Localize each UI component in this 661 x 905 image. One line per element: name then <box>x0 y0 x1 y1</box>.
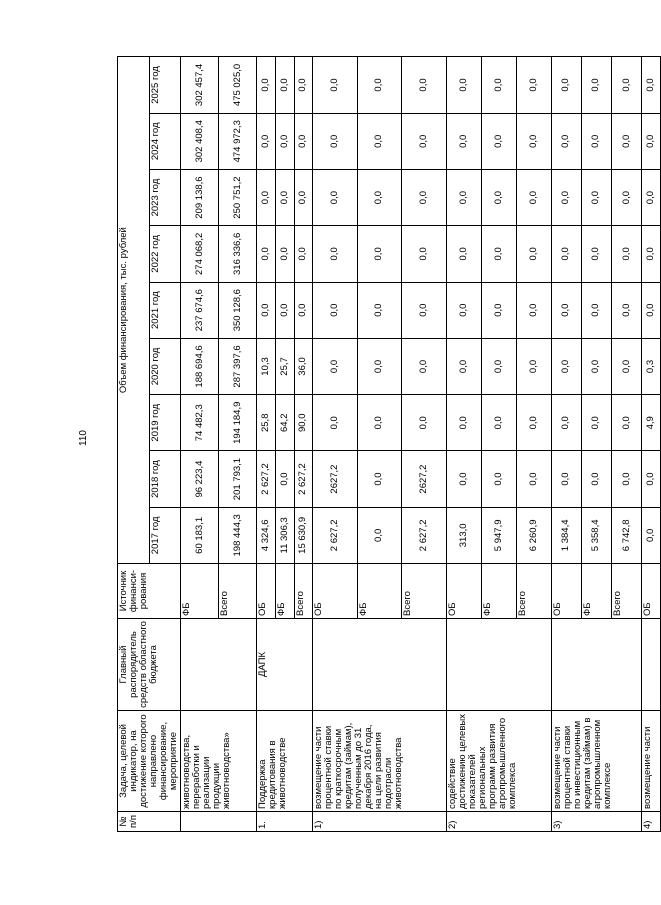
cell-value: 0,0 <box>446 395 481 451</box>
cell-value: 0,0 <box>257 226 276 282</box>
cell-value: 0,0 <box>275 226 294 282</box>
cell-value: 0,0 <box>612 113 642 169</box>
cell-value: 6 742,8 <box>612 507 642 563</box>
cell-admin <box>313 619 447 711</box>
cell-value: 0,0 <box>516 451 551 507</box>
cell-value: 0,0 <box>612 169 642 225</box>
cell-value: 0,0 <box>294 169 313 225</box>
cell-value: 350 128,6 <box>219 282 257 338</box>
cell-value: 0,0 <box>357 395 402 451</box>
header-year-4: 2021 год <box>149 282 181 338</box>
cell-value: 0,0 <box>257 169 276 225</box>
cell-value: 0,0 <box>581 226 611 282</box>
cell-value: 0,0 <box>481 451 516 507</box>
cell-value: 0,0 <box>446 451 481 507</box>
cell-source: ФБ <box>481 564 516 619</box>
cell-source: ФБ <box>357 564 402 619</box>
cell-value: 0,0 <box>612 282 642 338</box>
cell-value: 0,0 <box>446 282 481 338</box>
header-no: № п/п <box>118 812 181 832</box>
cell-no: 1. <box>257 812 313 832</box>
cell-value: 0,0 <box>612 57 642 113</box>
cell-value: 90,0 <box>294 395 313 451</box>
cell-admin <box>181 619 257 711</box>
cell-value: 2 627,2 <box>294 451 313 507</box>
cell-value: 0,0 <box>357 507 402 563</box>
cell-value: 0,0 <box>581 169 611 225</box>
cell-value: 2627,2 <box>402 451 447 507</box>
cell-value: 0,0 <box>642 113 661 169</box>
cell-no: 3) <box>551 812 642 832</box>
header-year-3: 2020 год <box>149 338 181 394</box>
header-year-6: 2023 год <box>149 169 181 225</box>
cell-value: 74 482,3 <box>181 395 219 451</box>
cell-value: 0,0 <box>551 451 581 507</box>
cell-value: 0,0 <box>642 57 661 113</box>
cell-value: 0,0 <box>551 395 581 451</box>
header-year-2: 2019 год <box>149 395 181 451</box>
cell-value: 6 260,9 <box>516 507 551 563</box>
cell-value: 0,0 <box>294 226 313 282</box>
cell-value: 0,0 <box>275 282 294 338</box>
cell-value: 0,0 <box>446 57 481 113</box>
cell-value: 0,0 <box>581 282 611 338</box>
cell-value: 0,0 <box>516 282 551 338</box>
cell-value: 0,0 <box>402 169 447 225</box>
cell-value: 0,0 <box>516 338 551 394</box>
cell-value: 96 223,4 <box>181 451 219 507</box>
cell-value: 25,7 <box>275 338 294 394</box>
cell-value: 0,0 <box>551 338 581 394</box>
cell-task: животноводства, переработки и реализации продукции животноводства» <box>181 711 257 812</box>
cell-value: 194 184,9 <box>219 395 257 451</box>
cell-source: ОБ <box>446 564 481 619</box>
cell-source: Всего <box>402 564 447 619</box>
cell-admin <box>446 619 551 711</box>
cell-source: ОБ <box>551 564 581 619</box>
cell-value: 0,0 <box>481 169 516 225</box>
cell-value: 474 972,3 <box>219 113 257 169</box>
cell-value: 0,0 <box>257 57 276 113</box>
cell-value: 0,0 <box>551 169 581 225</box>
cell-value: 0,0 <box>642 226 661 282</box>
cell-value: 25,8 <box>257 395 276 451</box>
cell-value: 0,0 <box>402 338 447 394</box>
cell-value: 0,0 <box>357 57 402 113</box>
cell-value: 2627,2 <box>313 451 358 507</box>
cell-no <box>181 812 257 832</box>
cell-value: 0,0 <box>446 169 481 225</box>
cell-value: 0,0 <box>481 226 516 282</box>
cell-value: 0,0 <box>642 451 661 507</box>
cell-value: 4 324,6 <box>257 507 276 563</box>
cell-value: 0,0 <box>581 338 611 394</box>
cell-value: 316 336,6 <box>219 226 257 282</box>
cell-value: 0,0 <box>275 451 294 507</box>
cell-value: 250 751,2 <box>219 169 257 225</box>
cell-value: 0,0 <box>516 226 551 282</box>
cell-value: 0,0 <box>313 57 358 113</box>
cell-value: 0,0 <box>313 113 358 169</box>
cell-task: Поддержка кредитования в животноводстве <box>257 711 313 812</box>
cell-no: 2) <box>446 812 551 832</box>
cell-value: 201 793,1 <box>219 451 257 507</box>
cell-value: 0,0 <box>357 113 402 169</box>
header-volume: Объем финансирования, тыс. рублей <box>118 57 150 564</box>
cell-source: Всего <box>219 564 257 619</box>
cell-value: 0,0 <box>313 395 358 451</box>
cell-value: 0,0 <box>642 169 661 225</box>
cell-value: 475 025,0 <box>219 57 257 113</box>
cell-value: 209 138,6 <box>181 169 219 225</box>
cell-value: 10,3 <box>257 338 276 394</box>
cell-value: 0,0 <box>516 113 551 169</box>
table-row <box>313 57 358 832</box>
cell-value: 0,0 <box>612 338 642 394</box>
cell-no: 1) <box>313 812 447 832</box>
cell-value: 0,0 <box>446 226 481 282</box>
cell-admin: ДАПК <box>257 619 313 711</box>
table-body <box>181 57 661 832</box>
cell-value: 0,0 <box>294 113 313 169</box>
cell-value: 0,0 <box>581 451 611 507</box>
cell-source: ОБ <box>642 564 661 619</box>
cell-value: 0,0 <box>481 282 516 338</box>
table-row <box>446 57 481 832</box>
cell-source: ФБ <box>181 564 219 619</box>
cell-value: 237 674,6 <box>181 282 219 338</box>
cell-value: 5 358,4 <box>581 507 611 563</box>
cell-source: ФБ <box>275 564 294 619</box>
cell-value: 0,0 <box>357 451 402 507</box>
cell-value: 0,0 <box>402 282 447 338</box>
cell-task: содействие достижению целевых показателей региональных программ развития агропромышленного комплекса <box>446 711 551 812</box>
cell-value: 0,0 <box>446 113 481 169</box>
cell-value: 0,0 <box>551 113 581 169</box>
cell-value: 15 630,9 <box>294 507 313 563</box>
cell-source: ОБ <box>313 564 358 619</box>
table-row <box>257 57 276 832</box>
cell-value: 0,0 <box>313 282 358 338</box>
financing-table <box>117 56 661 832</box>
page-number: 110 <box>78 430 89 446</box>
cell-value: 0,0 <box>551 226 581 282</box>
cell-value: 0,0 <box>357 338 402 394</box>
cell-value: 188 694,6 <box>181 338 219 394</box>
cell-value: 0,0 <box>516 169 551 225</box>
cell-value: 0,0 <box>294 57 313 113</box>
cell-value: 0,0 <box>581 113 611 169</box>
cell-value: 0,0 <box>481 338 516 394</box>
cell-value: 60 183,1 <box>181 507 219 563</box>
cell-value: 0,0 <box>551 282 581 338</box>
cell-value: 11 306,3 <box>275 507 294 563</box>
header-admin: Главный распорядитель средств областного бюджета <box>118 619 181 711</box>
cell-value: 0,0 <box>481 113 516 169</box>
cell-value: 302 457,4 <box>181 57 219 113</box>
cell-value: 0,0 <box>357 169 402 225</box>
cell-value: 4,9 <box>642 395 661 451</box>
cell-value: 1 384,4 <box>551 507 581 563</box>
cell-value: 0,0 <box>446 338 481 394</box>
cell-value: 0,0 <box>516 395 551 451</box>
cell-task: возмещение части <box>642 711 661 812</box>
cell-value: 0,0 <box>275 57 294 113</box>
cell-value: 0,0 <box>313 226 358 282</box>
cell-value: 0,0 <box>402 113 447 169</box>
cell-value: 0,0 <box>612 451 642 507</box>
cell-value: 0,0 <box>581 57 611 113</box>
header-row-1 <box>118 57 150 832</box>
cell-value: 0,0 <box>612 395 642 451</box>
cell-value: 2 627,2 <box>402 507 447 563</box>
cell-value: 0,0 <box>642 282 661 338</box>
cell-value: 64,2 <box>275 395 294 451</box>
cell-value: 302 408,4 <box>181 113 219 169</box>
cell-source: ОБ <box>257 564 276 619</box>
cell-value: 0,0 <box>275 169 294 225</box>
cell-value: 198 444,3 <box>219 507 257 563</box>
header-source: Источник финанси-рования <box>118 564 181 619</box>
cell-value: 0,0 <box>481 395 516 451</box>
cell-value: 0,0 <box>294 282 313 338</box>
cell-value: 0,0 <box>257 282 276 338</box>
cell-task: возмещение части процентной ставки по краткосрочным кредитам (займам), полученным до 31 декабря 2016 года, на цели развития подотрасли животноводства <box>313 711 447 812</box>
cell-value: 5 947,9 <box>481 507 516 563</box>
cell-value: 0,0 <box>313 338 358 394</box>
cell-value: 274 068,2 <box>181 226 219 282</box>
table-row <box>181 57 219 832</box>
header-year-5: 2022 год <box>149 226 181 282</box>
cell-value: 0,0 <box>313 169 358 225</box>
cell-value: 0,0 <box>357 282 402 338</box>
cell-value: 2 627,2 <box>257 451 276 507</box>
cell-value: 0,0 <box>642 507 661 563</box>
header-task: Задача, целевой индикатор, на достижение которого направлено финансирование, мероприятие <box>118 711 181 812</box>
table-row <box>551 57 581 832</box>
cell-admin <box>642 619 661 711</box>
header-year-1: 2018 год <box>149 451 181 507</box>
cell-value: 0,0 <box>481 57 516 113</box>
cell-value: 0,0 <box>581 395 611 451</box>
cell-value: 2 627,2 <box>313 507 358 563</box>
cell-value: 0,0 <box>612 226 642 282</box>
cell-value: 0,0 <box>275 113 294 169</box>
cell-value: 0,3 <box>642 338 661 394</box>
cell-source: Всего <box>516 564 551 619</box>
cell-value: 36,0 <box>294 338 313 394</box>
cell-value: 0,0 <box>357 226 402 282</box>
cell-source: Всего <box>294 564 313 619</box>
cell-no: 4) <box>642 812 661 832</box>
cell-value: 0,0 <box>516 57 551 113</box>
header-year-8: 2025 год <box>149 57 181 113</box>
header-year-0: 2017 год <box>149 507 181 563</box>
cell-value: 0,0 <box>551 57 581 113</box>
cell-value: 313,0 <box>446 507 481 563</box>
cell-task: возмещение части процентной ставки по инвестиционным кредитам (займам) в агропромышленном комплексе <box>551 711 642 812</box>
cell-value: 287 397,6 <box>219 338 257 394</box>
cell-value: 0,0 <box>257 113 276 169</box>
cell-source: Всего <box>612 564 642 619</box>
financing-table-wrapper <box>117 57 657 832</box>
cell-value: 0,0 <box>402 226 447 282</box>
cell-admin <box>551 619 642 711</box>
cell-value: 0,0 <box>402 57 447 113</box>
header-year-7: 2024 год <box>149 113 181 169</box>
table-row <box>642 57 661 832</box>
cell-source: ФБ <box>581 564 611 619</box>
cell-value: 0,0 <box>402 395 447 451</box>
